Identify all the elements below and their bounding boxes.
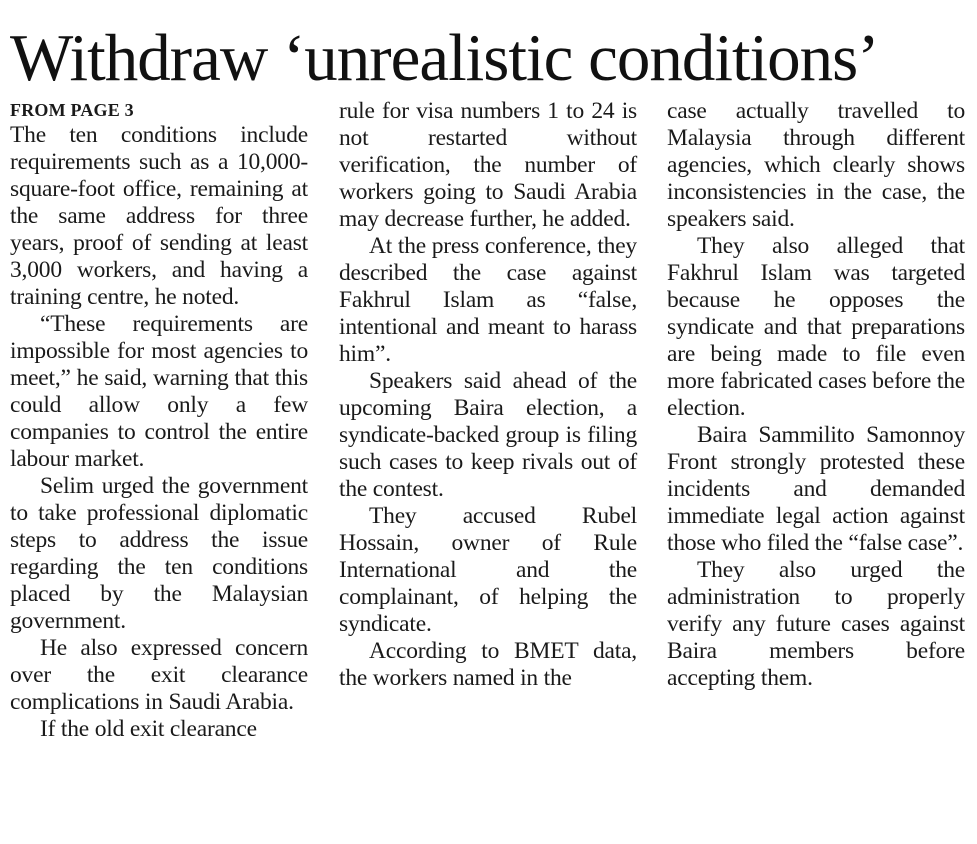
paragraph: If the old exit clearance <box>40 716 257 742</box>
continued-from-label: FROM PAGE 3 <box>10 100 134 120</box>
paragraph: They accused Rubel Hossain, owner of Rule International and the complainant, of helping the syndicate. <box>339 503 637 637</box>
paragraph: At the press conference, they described the case against Fakhrul Islam as “false, intentional and meant to harass him”. <box>339 233 637 367</box>
paragraph: He also expressed concern over the exit clearance complications in Saudi Arabia. <box>10 635 308 715</box>
paragraph: Baira Sammilito Samonnoy Front strongly protested these incidents and demanded immediate legal action against those who filed the “false case”. <box>667 422 965 556</box>
article-column-2 <box>339 98 637 692</box>
article-column-1 <box>10 98 308 743</box>
headline: Withdraw ‘unrealistic conditions’ <box>10 21 879 95</box>
paragraph: They also urged the administration to properly verify any future cases against Baira members before accepting them. <box>667 557 965 691</box>
paragraph: Speakers said ahead of the upcoming Baira election, a syndicate-backed group is filing such cases to keep rivals out of the contest. <box>339 368 637 502</box>
paragraph: According to BMET data, the workers named in the <box>339 638 637 691</box>
paragraph: Selim urged the government to take professional diplomatic steps to address the issue regarding the ten conditions placed by the Malaysian government. <box>10 473 308 634</box>
paragraph: rule for visa numbers 1 to 24 is not restarted without verification, the number of workers going to Saudi Arabia may decrease further, he added. <box>339 98 637 232</box>
paragraph: case actually travelled to Malaysia through different agencies, which clearly shows inconsistencies in the case, the speakers said. <box>667 98 965 232</box>
article-column-3 <box>667 98 965 692</box>
paragraph: They also alleged that Fakhrul Islam was targeted because he opposes the syndicate and that preparations are being made to file even more fabricated cases before the election. <box>667 233 965 421</box>
paragraph: “These requirements are impossible for most agencies to meet,” he said, warning that this could allow only a few companies to control the entire labour market. <box>10 311 308 472</box>
paragraph: The ten conditions include requirements such as a 10,000-square-foot office, remaining at the same address for three years, proof of sending at least 3,000 workers, and having a training centre, he noted. <box>10 122 308 310</box>
